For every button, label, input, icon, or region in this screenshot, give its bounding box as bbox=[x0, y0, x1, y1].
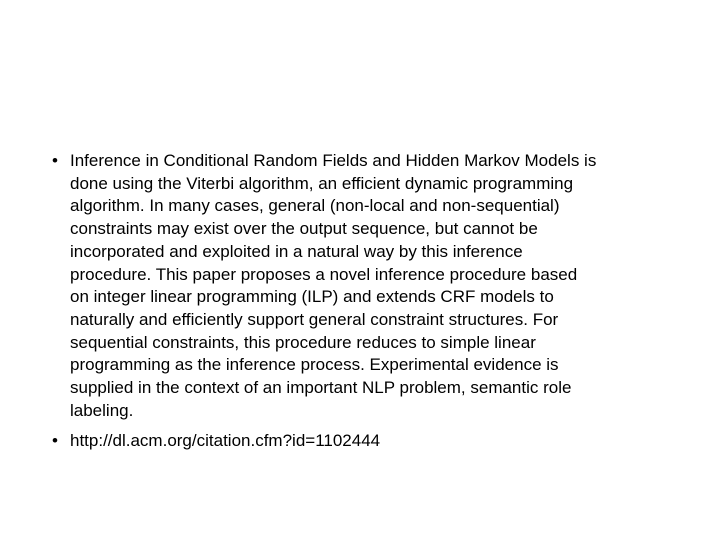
bullet-link bbox=[52, 430, 672, 453]
bullet-list bbox=[52, 150, 672, 461]
abstract-line: constraints may exist over the output sequence, but cannot be bbox=[70, 219, 538, 239]
abstract-line: done using the Viterbi algorithm, an efficient dynamic programming bbox=[70, 173, 574, 193]
abstract-line: algorithm. In many cases, general (non-local and non-sequential) bbox=[70, 196, 560, 216]
abstract-line: sequential constraints, this procedure reduces to simple linear bbox=[70, 332, 536, 352]
bullet-abstract bbox=[52, 150, 672, 422]
abstract-line: supplied in the context of an important NLP problem, semantic role bbox=[70, 378, 572, 398]
abstract-line: Inference in Conditional Random Fields and Hidden Markov Models is bbox=[70, 151, 597, 170]
bullet-marker: • bbox=[52, 431, 58, 451]
abstract-line: incorporated and exploited in a natural way by this inference bbox=[70, 241, 523, 261]
abstract-line: procedure. This paper proposes a novel inference procedure based bbox=[70, 264, 578, 284]
abstract-line: on integer linear programming (ILP) and extends CRF models to bbox=[70, 287, 554, 307]
abstract-line: programming as the inference process. Experimental evidence is bbox=[70, 355, 559, 375]
citation-link-text: http://dl.acm.org/citation.cfm?id=1102444 bbox=[70, 431, 381, 451]
bullet-marker: • bbox=[52, 151, 58, 170]
abstract-line: naturally and efficiently support general constraint structures. For bbox=[70, 309, 559, 329]
abstract-line: labeling. bbox=[70, 400, 134, 420]
